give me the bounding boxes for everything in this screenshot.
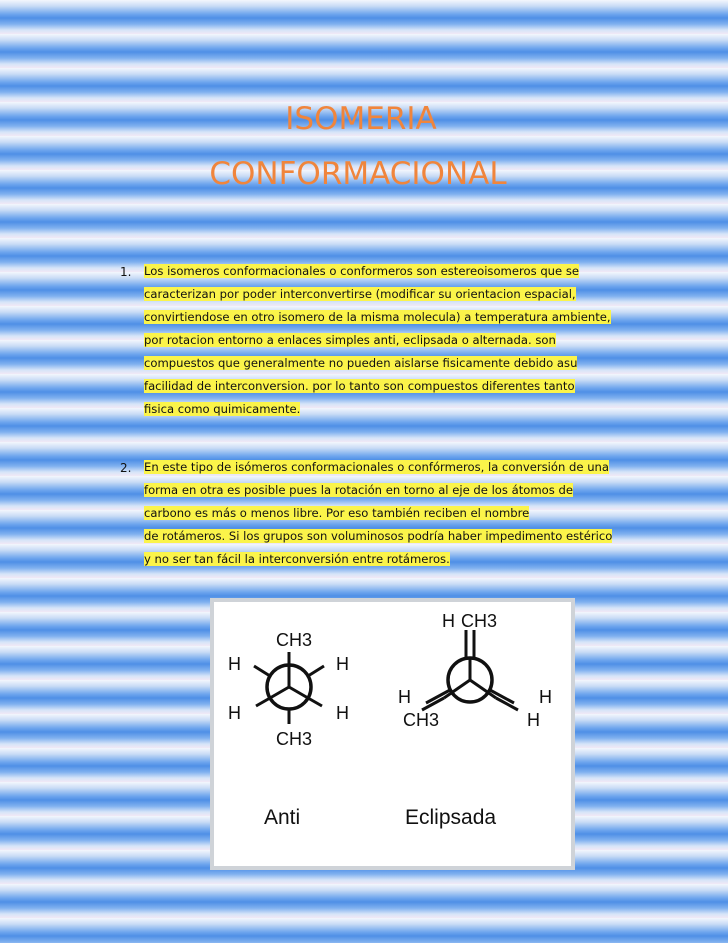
newman-projection-figure xyxy=(210,598,575,870)
eclipsed-left-below-label: CH3 xyxy=(403,710,440,730)
anti-back-bond xyxy=(254,666,270,676)
list-number: 2. xyxy=(120,461,132,475)
text-line: y no ser tan fácil la interconversión entre rotámeros. xyxy=(144,552,450,566)
paragraph-2 xyxy=(144,456,628,571)
text-line: fisica como quimicamente. xyxy=(144,402,301,416)
paragraph-1 xyxy=(144,260,628,421)
text-line: forma en otra es posible pues la rotación en torno al eje de los átomos de xyxy=(144,483,573,497)
anti-upper-left-label: H xyxy=(228,654,241,674)
text-line: Los isomeros conformacionales o conformeros son estereoisomeros que se xyxy=(144,264,580,278)
text-line: por rotacion entorno a enlaces simples anti, eclipsada o alternada. son xyxy=(144,333,556,347)
eclipsed-right-label: H xyxy=(539,687,552,707)
eclipsed-top-right-label: CH3 xyxy=(461,611,498,631)
text-line: caracterizan por poder interconvertirse (modificar su orientacion espacial, xyxy=(144,287,576,301)
text-line: carbono es más o menos libre. Por eso también reciben el nombre xyxy=(144,506,530,520)
eclipsed-conformation xyxy=(398,611,552,829)
anti-caption: Anti xyxy=(264,806,301,829)
newman-diagram xyxy=(214,602,571,866)
eclipsed-left-label: H xyxy=(398,687,411,707)
text-line: compuestos que generalmente no pueden aislarse fisicamente debido asu xyxy=(144,356,578,370)
title-line-1: ISOMERIA xyxy=(285,101,437,137)
title-line-2: CONFORMACIONAL xyxy=(209,156,507,192)
anti-upper-right-label: H xyxy=(336,654,349,674)
anti-conformation xyxy=(228,630,349,829)
anti-back-bond xyxy=(308,666,324,676)
anti-lower-left-label: H xyxy=(228,703,241,723)
anti-front-bond xyxy=(308,698,322,706)
list-number: 1. xyxy=(120,265,132,279)
anti-bottom-label: CH3 xyxy=(276,729,313,749)
anti-top-label: CH3 xyxy=(276,630,313,650)
eclipsed-top-left-label: H xyxy=(442,611,455,631)
text-line: facilidad de interconversion. por lo tanto son compuestos diferentes tanto xyxy=(144,379,575,393)
anti-lower-right-label: H xyxy=(336,703,349,723)
eclipsed-caption: Eclipsada xyxy=(405,806,497,829)
eclipsed-right-below-label: H xyxy=(527,710,540,730)
text-line: de rotámeros. Si los grupos son voluminosos podría haber impedimento estérico xyxy=(144,529,613,543)
anti-front-bond xyxy=(256,698,270,706)
text-line: convirtiendose en otro isomero de la misma molecula) a temperatura ambiente, xyxy=(144,310,611,324)
text-line: En este tipo de isómeros conformacionales o confórmeros, la conversión de una xyxy=(144,460,609,474)
